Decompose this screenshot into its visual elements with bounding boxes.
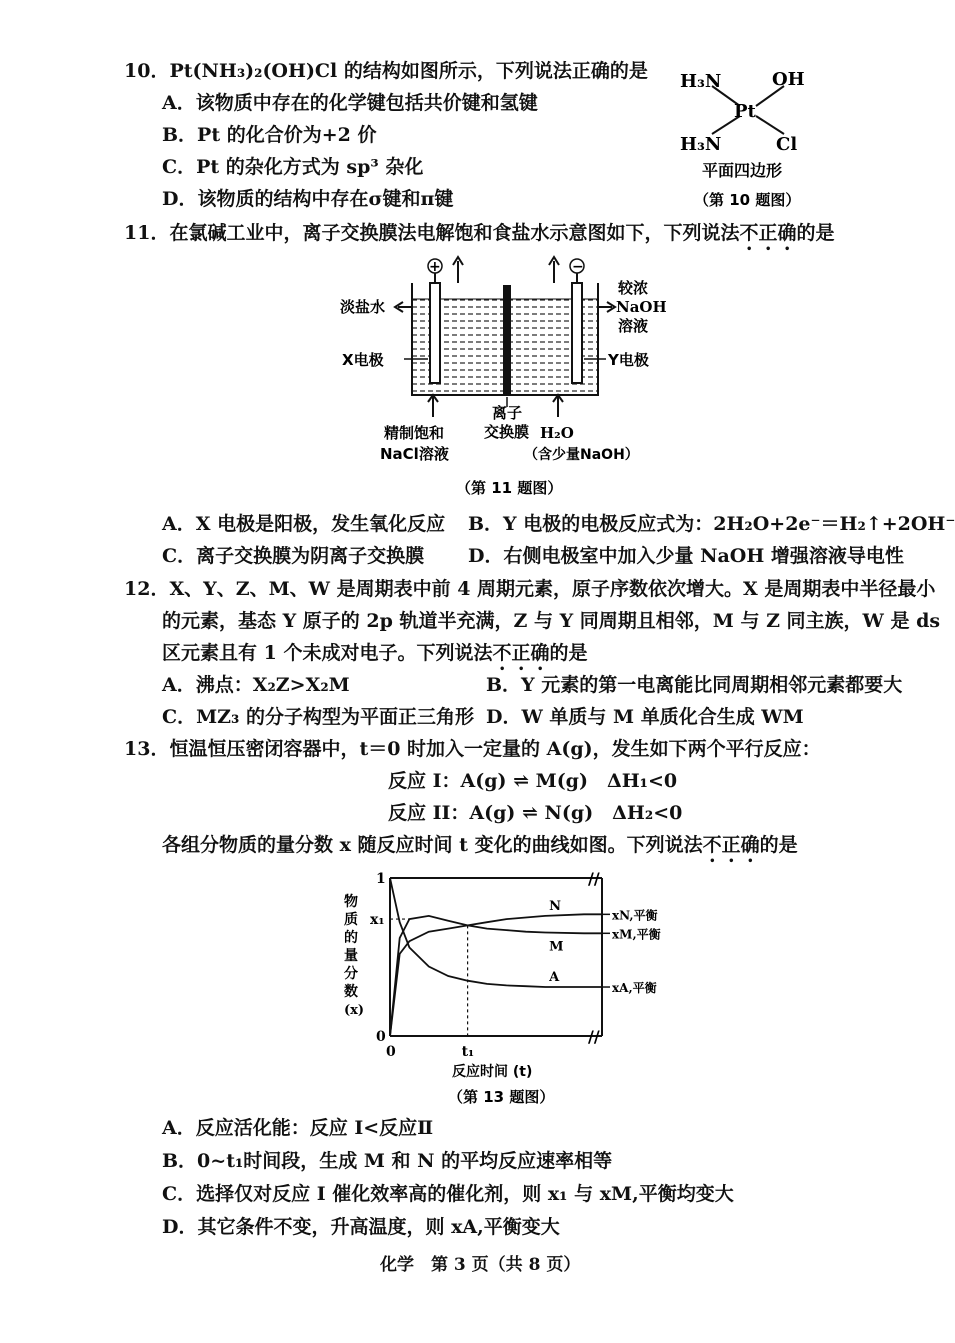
x-axis-label: 反应时间 (t) bbox=[452, 1064, 533, 1080]
q10-option-a: A．该物质中存在的化学键包括共价键和氢键 bbox=[162, 92, 538, 114]
x-tick-t1: t₁ bbox=[461, 1044, 475, 1060]
oh-label: OH bbox=[772, 69, 805, 90]
q11-option-d: D．右侧电极室中加入少量 NaOH 增强溶液导电性 bbox=[468, 545, 904, 567]
plus-icon: + bbox=[429, 259, 441, 275]
q12-line1: 12．X、Y、Z、M、W 是周期表中前 4 周期元素，原子序数依次增大。X 是周期表中半径最小 bbox=[124, 578, 936, 600]
ion-exchange-membrane bbox=[503, 285, 511, 395]
q13-stem: 13．恒温恒压密闭容器中，t＝0 时加入一定量的 A(g)，发生如下两个平行反应： bbox=[124, 738, 821, 760]
q12-option-a: A．沸点：X₂Z>X₂M bbox=[162, 674, 350, 696]
not-correct-emphasis: 不正确 bbox=[739, 222, 797, 244]
q13-desc: 各组分物质的量分数 x 随反应时间 t 变化的曲线如图。下列说法不正确的是 bbox=[162, 834, 798, 856]
q13-option-c: C．选择仅对反应 I 催化效率高的催化剂，则 x₁ 与 xM,平衡均变大 bbox=[162, 1183, 734, 1205]
q12-option-d: D．W 单质与 M 单质化合生成 WM bbox=[486, 706, 804, 728]
y-tick-1: 1 bbox=[376, 871, 386, 887]
y-axis-label-3: 的 bbox=[344, 930, 358, 946]
y-tick-x1: x₁ bbox=[370, 912, 385, 929]
q13-option-a: A．反应活化能：反应 I<反应Ⅱ bbox=[162, 1117, 434, 1139]
q12-line2: 的元素，基态 Y 原子的 2p 轨道半充满，Z 与 Y 同周期且相邻，M 与 Z 同主族，W 是 ds bbox=[162, 610, 941, 632]
q11-stem: 11．在氯碱工业中，离子交换膜法电解饱和食盐水示意图如下，下列说法不正确的是 bbox=[124, 222, 835, 244]
y-axis-label-4: 量 bbox=[344, 948, 358, 964]
q13-option-b: B．0~t₁时间段，生成 M 和 N 的平均反应速率相等 bbox=[162, 1150, 613, 1172]
q13-option-d: D．其它条件不变，升高温度，则 xA,平衡变大 bbox=[162, 1216, 560, 1238]
equilibrium-label-N: xN,平衡 bbox=[612, 908, 658, 923]
svg-text:（含少量NaOH）: （含少量NaOH） bbox=[524, 447, 639, 463]
equilibrium-label-A: xA,平衡 bbox=[612, 981, 657, 996]
pt-label: Pt bbox=[734, 101, 756, 122]
q11-option-a: A．X 电极是阳极，发生氧化反应 bbox=[162, 513, 446, 535]
y-axis-label-5: 分 bbox=[344, 966, 358, 982]
y-electrode-label: Y电极 bbox=[608, 351, 649, 369]
y-axis-label-6: 数 bbox=[344, 984, 358, 1000]
q11-caption: （第 11 题图） bbox=[456, 479, 563, 497]
h3n-top-label: H₃N bbox=[680, 71, 722, 92]
q10-caption: （第 10 题图） bbox=[694, 191, 801, 209]
q13-caption: （第 13 题图） bbox=[448, 1088, 555, 1106]
svg-text:精制饱和: 精制饱和 bbox=[384, 424, 445, 442]
svg-text:交换膜: 交换膜 bbox=[484, 423, 530, 441]
equilibrium-label-M: xM,平衡 bbox=[612, 927, 661, 942]
svg-text:NaCl溶液: NaCl溶液 bbox=[380, 445, 449, 463]
svg-text://: // bbox=[588, 1027, 600, 1046]
shape-label: 平面四边形 bbox=[702, 161, 783, 180]
q10-option-c: C．Pt 的杂化方式为 sp³ 杂化 bbox=[162, 156, 424, 178]
series-label-A: A bbox=[549, 970, 560, 986]
series-label-M: M bbox=[549, 939, 564, 955]
q11-option-c: C．离子交换膜为阴离子交换膜 bbox=[162, 545, 425, 567]
q10-structure-figure bbox=[672, 62, 822, 212]
svg-text:NaOH: NaOH bbox=[616, 298, 667, 316]
q11-electrolysis-figure bbox=[340, 255, 667, 505]
q12-option-b: B．Y 元素的第一电离能比同周期相邻元素都要大 bbox=[486, 674, 903, 696]
minus-icon: − bbox=[572, 259, 584, 275]
cl-label: Cl bbox=[776, 134, 798, 155]
q10-stem: 10．Pt(NH₃)₂(OH)Cl 的结构如图所示，下列说法正确的是 bbox=[124, 60, 648, 82]
y-axis-label-7: (x) bbox=[344, 1003, 365, 1018]
series-line-M bbox=[390, 916, 602, 1036]
x-tick-0: 0 bbox=[386, 1044, 396, 1060]
svg-text:溶液: 溶液 bbox=[618, 317, 649, 335]
page-footer: 化学 第 3 页（共 8 页） bbox=[380, 1255, 581, 1275]
q10-option-d: D．该物质的结构中存在σ键和π键 bbox=[162, 188, 454, 210]
y-axis-label-2: 质 bbox=[344, 912, 358, 928]
svg-text:H₂O: H₂O bbox=[540, 424, 574, 442]
svg-text:离子: 离子 bbox=[492, 404, 523, 422]
q12-line3: 区元素且有 1 个未成对电子。下列说法不正确的是 bbox=[162, 642, 588, 664]
series-label-N: N bbox=[549, 898, 561, 914]
x-electrode bbox=[430, 283, 440, 383]
y-axis-label-1: 物 bbox=[344, 894, 358, 910]
q13-chart bbox=[340, 866, 670, 1116]
y-electrode bbox=[572, 283, 582, 383]
q13-reaction2: 反应 II：A(g) ⇌ N(g) ΔH₂<0 bbox=[388, 802, 683, 824]
q10-option-b: B．Pt 的化合价为+2 价 bbox=[162, 124, 377, 146]
q13-reaction1: 反应 I：A(g) ⇌ M(g) ΔH₁<0 bbox=[388, 770, 678, 792]
dilute-brine-label: 淡盐水 bbox=[340, 298, 386, 316]
svg-text:较浓: 较浓 bbox=[618, 279, 649, 297]
x-electrode-label: X电极 bbox=[342, 351, 384, 369]
q12-option-c: C．MZ₃ 的分子构型为平面正三角形 bbox=[162, 706, 474, 728]
svg-text://: // bbox=[588, 869, 600, 888]
h3n-bottom-label: H₃N bbox=[680, 134, 722, 155]
y-tick-0: 0 bbox=[376, 1029, 386, 1045]
q11-option-b: B．Y 电极的电极反应式为：2H₂O+2e⁻＝H₂↑+2OH⁻ bbox=[468, 513, 955, 535]
